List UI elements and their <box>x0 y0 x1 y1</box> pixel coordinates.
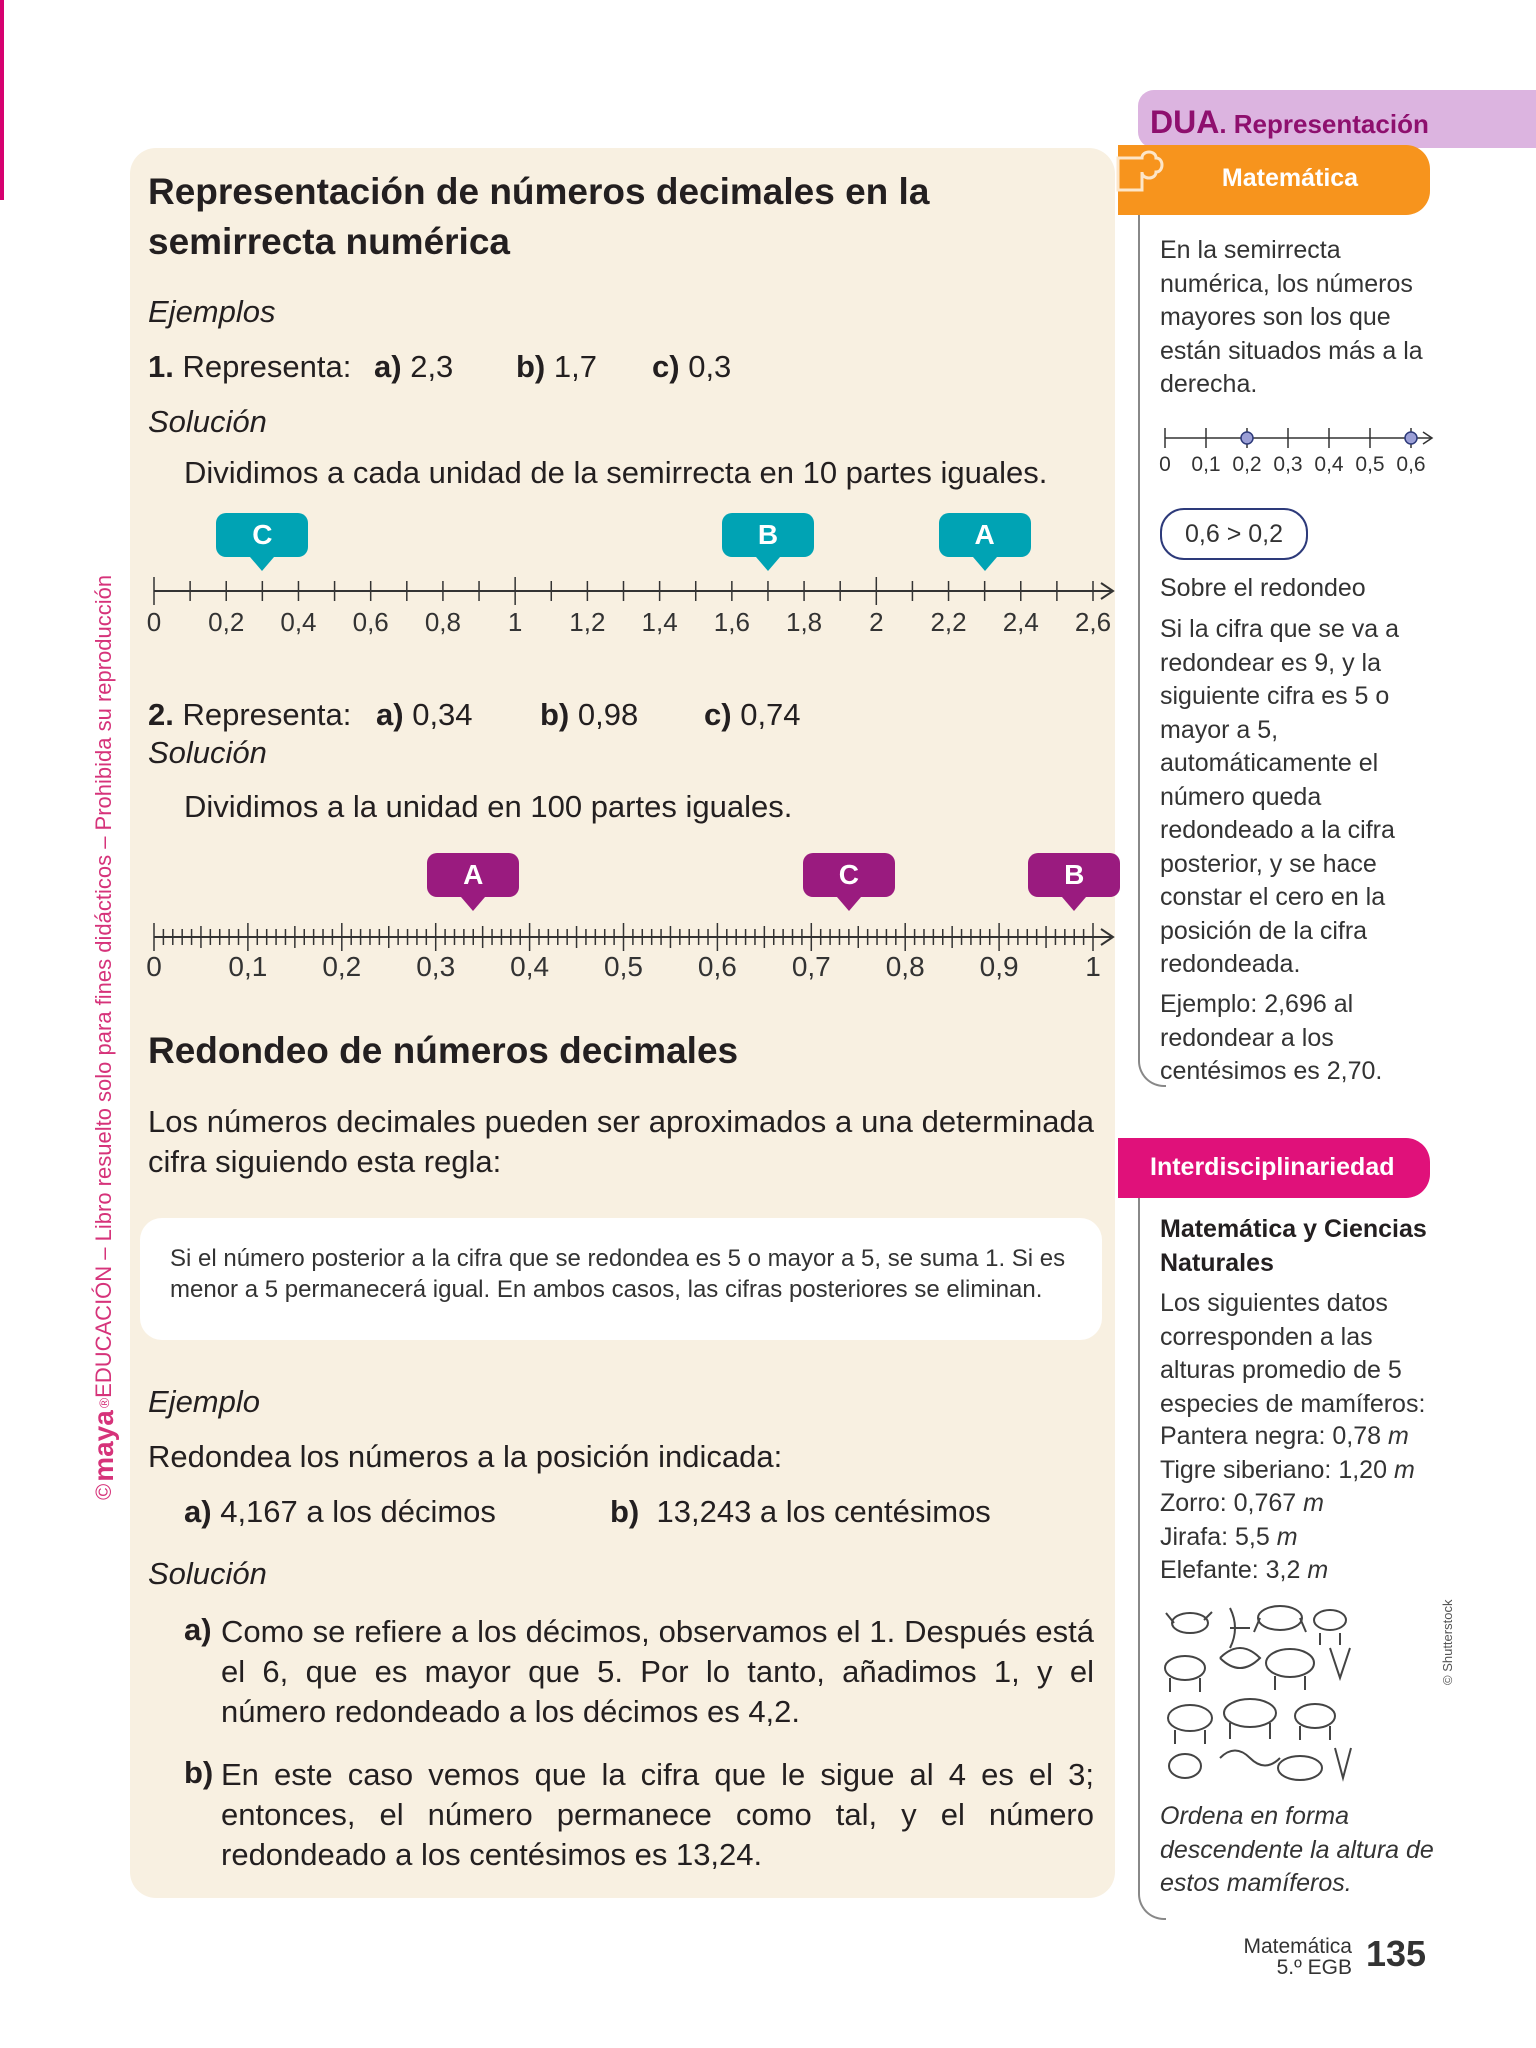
footer-grade: 5.º EGB <box>1276 1956 1352 1979</box>
item-label: a) <box>184 1494 212 1529</box>
animal-item <box>1160 1420 1450 1454</box>
section2-title: Redondeo de números decimales <box>148 1030 739 1071</box>
item-label: c) <box>704 697 732 732</box>
point-marker: B <box>1028 853 1120 897</box>
exercise-text: Representa: <box>182 697 352 732</box>
exercise-number: 2. <box>148 697 174 732</box>
tick-label: 2,4 <box>1002 607 1039 637</box>
brand-logo: maya <box>88 1410 119 1482</box>
dua-abbrev: DUA <box>1150 104 1220 140</box>
exercise-number: 1. <box>148 349 174 384</box>
tick-label: 0,8 <box>885 951 925 982</box>
tick-label: 0,2 <box>322 951 362 982</box>
item-label: a) <box>374 349 402 384</box>
inter-subtitle: Matemática y Ciencias Naturales <box>1160 1215 1427 1277</box>
solution-label: Solución <box>148 404 267 439</box>
animal-list <box>1160 1420 1450 1588</box>
mini-point <box>1241 432 1253 444</box>
unit: m <box>1393 1455 1415 1484</box>
mini-tick-label: 0,4 <box>1314 453 1344 476</box>
item-value: 0,74 <box>740 697 801 732</box>
tick-label: 0 <box>146 607 162 637</box>
item-value: 0,98 <box>577 697 639 732</box>
tick-label: 1 <box>1085 951 1101 982</box>
rounding-tip-example: Ejemplo: 2,696 al redondear a los centésimos es 2,70. <box>1160 990 1383 1085</box>
example-text: Redondea los números a la posición indicada: <box>148 1439 783 1474</box>
mini-tick-label: 0,1 <box>1191 453 1221 476</box>
animal-height: Tigre siberiano: 1,20 <box>1160 1455 1394 1484</box>
solution-1-text: Dividimos a cada unidad de la semirrecta en 10 partes iguales. <box>184 455 1048 490</box>
item-value: 1,7 <box>553 349 597 384</box>
tick-label: 0,3 <box>416 951 456 982</box>
item-value: 0,3 <box>688 349 732 384</box>
rounding-tip-text: Si la cifra que se va a redondear es 9, y la siguiente cifra es 5 o mayor a 5, automáticamente el número queda redondeado a la cifra posterior, y se hace constar el cero en la posición de la cifra redondeada. <box>1160 615 1400 978</box>
rounding-intro: Los números decimales pueden ser aproximados a una determinada cifra siguiendo esta regla: <box>148 1104 1094 1179</box>
sol-b-label: b) <box>184 1755 214 1790</box>
mini-tick-label: 0,6 <box>1396 453 1426 476</box>
mini-tick-label: 0,2 <box>1232 453 1262 476</box>
tick-label: 0,2 <box>208 607 245 637</box>
tick-label: 2,6 <box>1074 607 1112 637</box>
animal-height: Pantera negra: 0,78 <box>1160 1422 1388 1450</box>
footer-subject-name: Matemática <box>1243 1935 1352 1958</box>
exercise-text: Representa: <box>182 349 352 384</box>
tick-label: 1,4 <box>641 607 678 637</box>
animal-item <box>1160 1454 1450 1488</box>
examples-label: Ejemplos <box>148 294 276 329</box>
tick-label: 0 <box>146 951 162 982</box>
mini-tick-label: 0,3 <box>1273 453 1303 476</box>
footer-subject <box>1220 1936 1352 1978</box>
copyright-text: EDUCACIÓN – Libro resuelto solo para fines didácticos – Prohibida su reproducción <box>91 574 116 1398</box>
item-value: 13,243 a los centésimos <box>656 1494 991 1529</box>
tick-label: 1,8 <box>785 607 823 637</box>
unit: m <box>1303 1489 1324 1517</box>
solution-label-2: Solución <box>148 1556 267 1591</box>
point-marker: A <box>427 853 519 897</box>
tick-label: 0,7 <box>791 951 831 982</box>
item-label: b) <box>540 697 570 732</box>
example-label: Ejemplo <box>148 1384 260 1419</box>
point-marker: C <box>216 513 308 557</box>
unit: m <box>1387 1422 1409 1450</box>
item-value: 0,34 <box>412 697 473 732</box>
item-value: 4,167 a los décimos <box>220 1494 496 1529</box>
mini-tick-label: 0 <box>1159 453 1171 476</box>
tick-label: 0,4 <box>510 951 550 982</box>
tick-label: 1,6 <box>713 607 750 637</box>
tick-label: 2 <box>869 607 884 637</box>
tick-label: 0,5 <box>604 951 643 982</box>
point-marker: B <box>722 513 814 557</box>
inter-text: Los siguientes datos corresponden a las alturas promedio de 5 especies de mamíferos: <box>1160 1289 1426 1418</box>
mini-tick-label: 0,5 <box>1355 453 1385 476</box>
rule-text: Si el número posterior a la cifra que se redondea es 5 o mayor a 5, se suma 1. Si es menor a 5 permanecerá igual. En ambos casos, las cifras posteriores se eliminan. <box>170 1245 1066 1303</box>
tick-label: 2,2 <box>930 607 967 637</box>
inter-task: Ordena en forma descendente la altura de estos mamíferos. <box>1160 1802 1434 1897</box>
animal-height: Zorro: 0,767 <box>1160 1489 1304 1517</box>
animal-height: Elefante: 3,2 <box>1160 1556 1308 1584</box>
comparison-badge: 0,6 > 0,2 <box>1160 508 1308 560</box>
solution-2-label: Solución <box>148 735 267 770</box>
item-label: a) <box>376 697 404 732</box>
tick-label: 0,4 <box>280 607 317 637</box>
unit: m <box>1276 1522 1298 1551</box>
rounding-tip-title: Sobre el redondeo <box>1160 574 1366 602</box>
unit: m <box>1307 1556 1329 1584</box>
solution-2-text: Dividimos a la unidad en 100 partes iguales. <box>184 789 793 824</box>
point-marker: A <box>939 513 1031 557</box>
animals-illustration <box>1160 1598 1360 1798</box>
sol-a-text: Como se refiere a los décimos, observamos el 1. Después está el 6, que es mayor que 5. Por lo tanto, añadimos 1, y el número redondeado a los décimos es 4,2. <box>221 1614 1094 1729</box>
copyright-symbol: © <box>91 1483 116 1500</box>
tick-label: 0,6 <box>697 951 737 982</box>
interdisciplinariedad-title: Interdisciplinariedad <box>1150 1153 1395 1181</box>
item-label: b) <box>610 1494 640 1529</box>
animal-item <box>1160 1487 1450 1521</box>
item-value: 2,3 <box>410 349 454 384</box>
tick-label: 0,1 <box>228 951 268 982</box>
page-number: 135 <box>1366 1933 1427 1974</box>
item-label: c) <box>652 349 680 384</box>
tick-label: 0,9 <box>979 951 1019 982</box>
matematica-text: En la semirrecta numérica, los números mayores son los que están situados más a la derecha. <box>1160 236 1423 398</box>
tick-label: 1 <box>507 607 523 637</box>
registered-mark: ® <box>96 1397 112 1409</box>
sol-b-text: En este caso vemos que la cifra que le sigue al 4 es el 3; entonces, el número permanece como tal, y el número redondeado a los centésimos es 13,24. <box>221 1757 1094 1872</box>
tick-label: 0,6 <box>352 607 389 637</box>
tick-label: 0,8 <box>424 607 461 637</box>
animal-item <box>1160 1554 1450 1588</box>
section1-title: Representación de números decimales en la semirrecta numérica <box>148 171 930 262</box>
item-label: b) <box>516 349 546 384</box>
tick-label: 1,2 <box>569 607 606 637</box>
sol-a-label: a) <box>184 1612 212 1647</box>
image-credit: © Shutterstock <box>1440 1599 1455 1685</box>
animal-height: Jirafa: 5,5 <box>1160 1522 1277 1551</box>
mini-point <box>1405 432 1417 444</box>
point-marker: C <box>803 853 895 897</box>
dua-subtitle: . Representación <box>1219 109 1429 139</box>
animal-item <box>1160 1521 1450 1555</box>
matematica-title: Matemática <box>1221 164 1359 192</box>
